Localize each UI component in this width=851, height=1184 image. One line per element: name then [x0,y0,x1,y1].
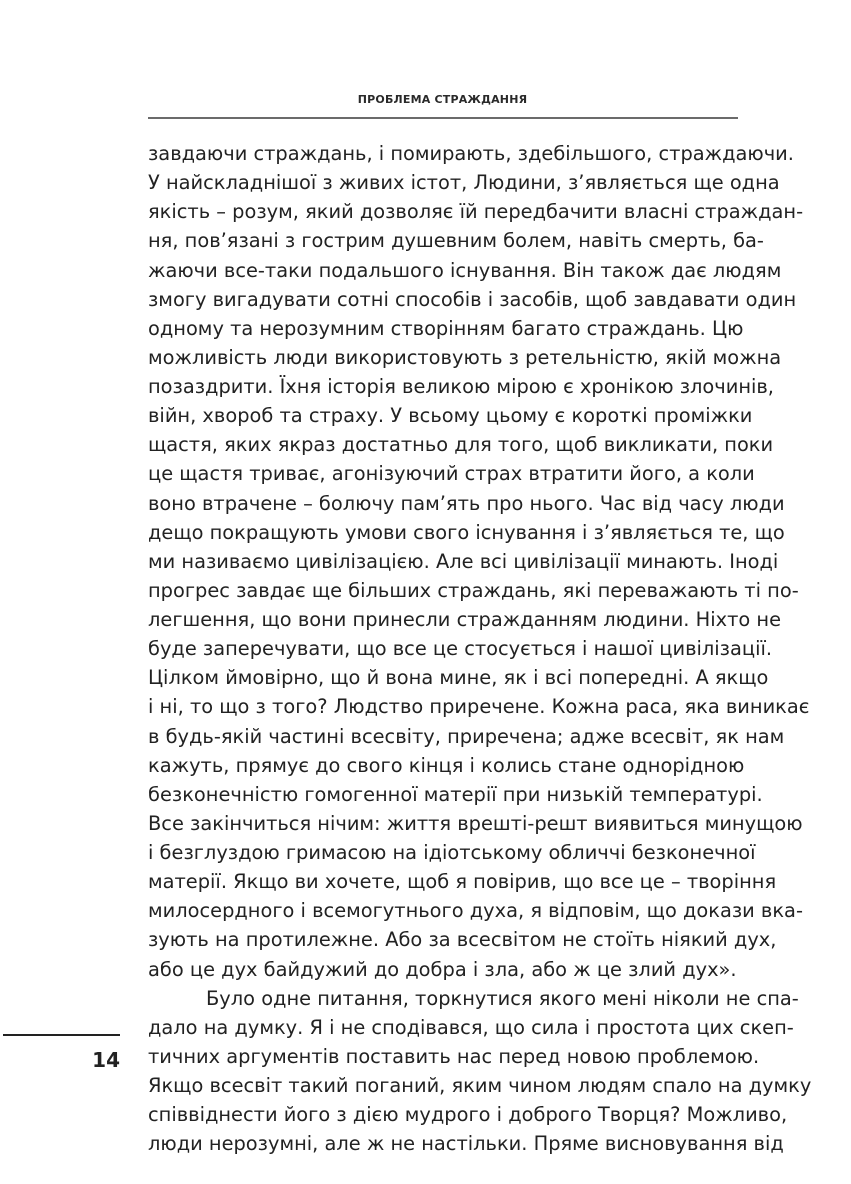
text-line: позаздрити. Їхня історія великою мірою є хронікою злочинів, [148,375,774,398]
text-line: співвіднести його з дією мудрого і доброго Творця? Можливо, [148,1103,788,1127]
text-line: і безглуздою гримасою на ідіотському обличчі безконечної [148,841,756,864]
text-line: безконечністю гомогенної матерії при низькій температурі. [148,782,763,806]
text-line: зують на протилежне. Або за всесвітом не стоїть ніякий дух, [148,928,777,952]
footer-rule [3,1034,120,1036]
text-line: люди нерозумні, але ж не настільки. Пряме висновування від [148,1132,784,1156]
text-line: завдаючи страждань, і помирають, здебільшого, страждаючи. [148,142,794,165]
text-line: і ні, то що з того? Людство приречене. Кожна раса, яка виникає [148,695,810,719]
text-line: ми називаємо цивілізацією. Але всі цивілізації минають. Іноді [148,549,779,573]
text-line: матерії. Якщо ви хочете, щоб я повірив, що все це – творіння [148,870,777,894]
text-line: в будь-якій частині всесвіту, приречена; адже всесвіт, як нам [148,724,785,748]
text-line: одному та нерозумним створінням багато страждань. Цю [148,316,744,340]
text-line: ня, пов’язані з гострим душевним болем, навіть смерть, ба- [148,229,764,253]
text-line: воно втрачене – болючу пам’ять про нього. Час від часу люди [148,491,785,515]
text-line: можливість люди використовують з ретельністю, якій можна [148,345,782,369]
page-number: 14 [92,1048,120,1072]
header-rule [148,117,738,119]
paragraph-start-line: Було одне питання, торкнутися якого мені ніколи не спа- [206,986,799,1010]
text-line: жаючи все-таки подальшого існування. Він також дає людям [148,258,782,282]
text-line: це щастя триває, агонізуючий страх втратити його, а коли [148,462,755,486]
text-line: дещо покращують умови свого існування і з’являється те, що [148,520,785,544]
text-line: змогу вигадувати сотні способів і засобів, щоб завдавати один [148,287,797,311]
text-line: У найскладнішої з живих істот, Людини, з’являється ще одна [148,171,780,195]
text-line: тичних аргументів поставить нас перед новою проблемою. [148,1044,760,1068]
text-line: кажуть, прямує до свого кінця і колись стане однорідною [148,753,745,777]
text-line: Все закінчиться нічим: життя врешті-решт виявиться минущою [148,811,803,835]
text-line: Цілком ймовірно, що й вона мине, як і всі попередні. А якщо [148,666,769,690]
text-line: легшення, що вони принесли стражданням людини. Ніхто не [148,608,781,631]
text-line: Якщо всесвіт такий поганий, яким чином людям спало на думку [148,1074,812,1097]
text-line: милосердного і всемогутнього духа, я відповім, що докази вка- [148,899,803,923]
text-line: щастя, яких якраз достатньо для того, щоб викликати, поки [148,433,774,457]
text-line: буде заперечувати, що все це стосується і нашої цивілізації. [148,637,773,661]
paragraph-end-line: або це дух байдужий до добра і зла, або ж це злий дух». [148,957,737,981]
text-line: війн, хвороб та страху. У всьому цьому є короткі проміжки [148,404,753,428]
text-line: якість – розум, який дозволяє їй передбачити власні страждан- [148,200,804,224]
text-line: дало на думку. Я і не сподівався, що сила і простота цих скеп- [148,1015,794,1039]
body-text [148,139,812,1158]
text-line: прогрес завдає ще більших страждань, які переважають ті по- [148,578,799,602]
running-head: ПРОБЛЕМА СТРАЖДАННЯ [357,93,528,106]
